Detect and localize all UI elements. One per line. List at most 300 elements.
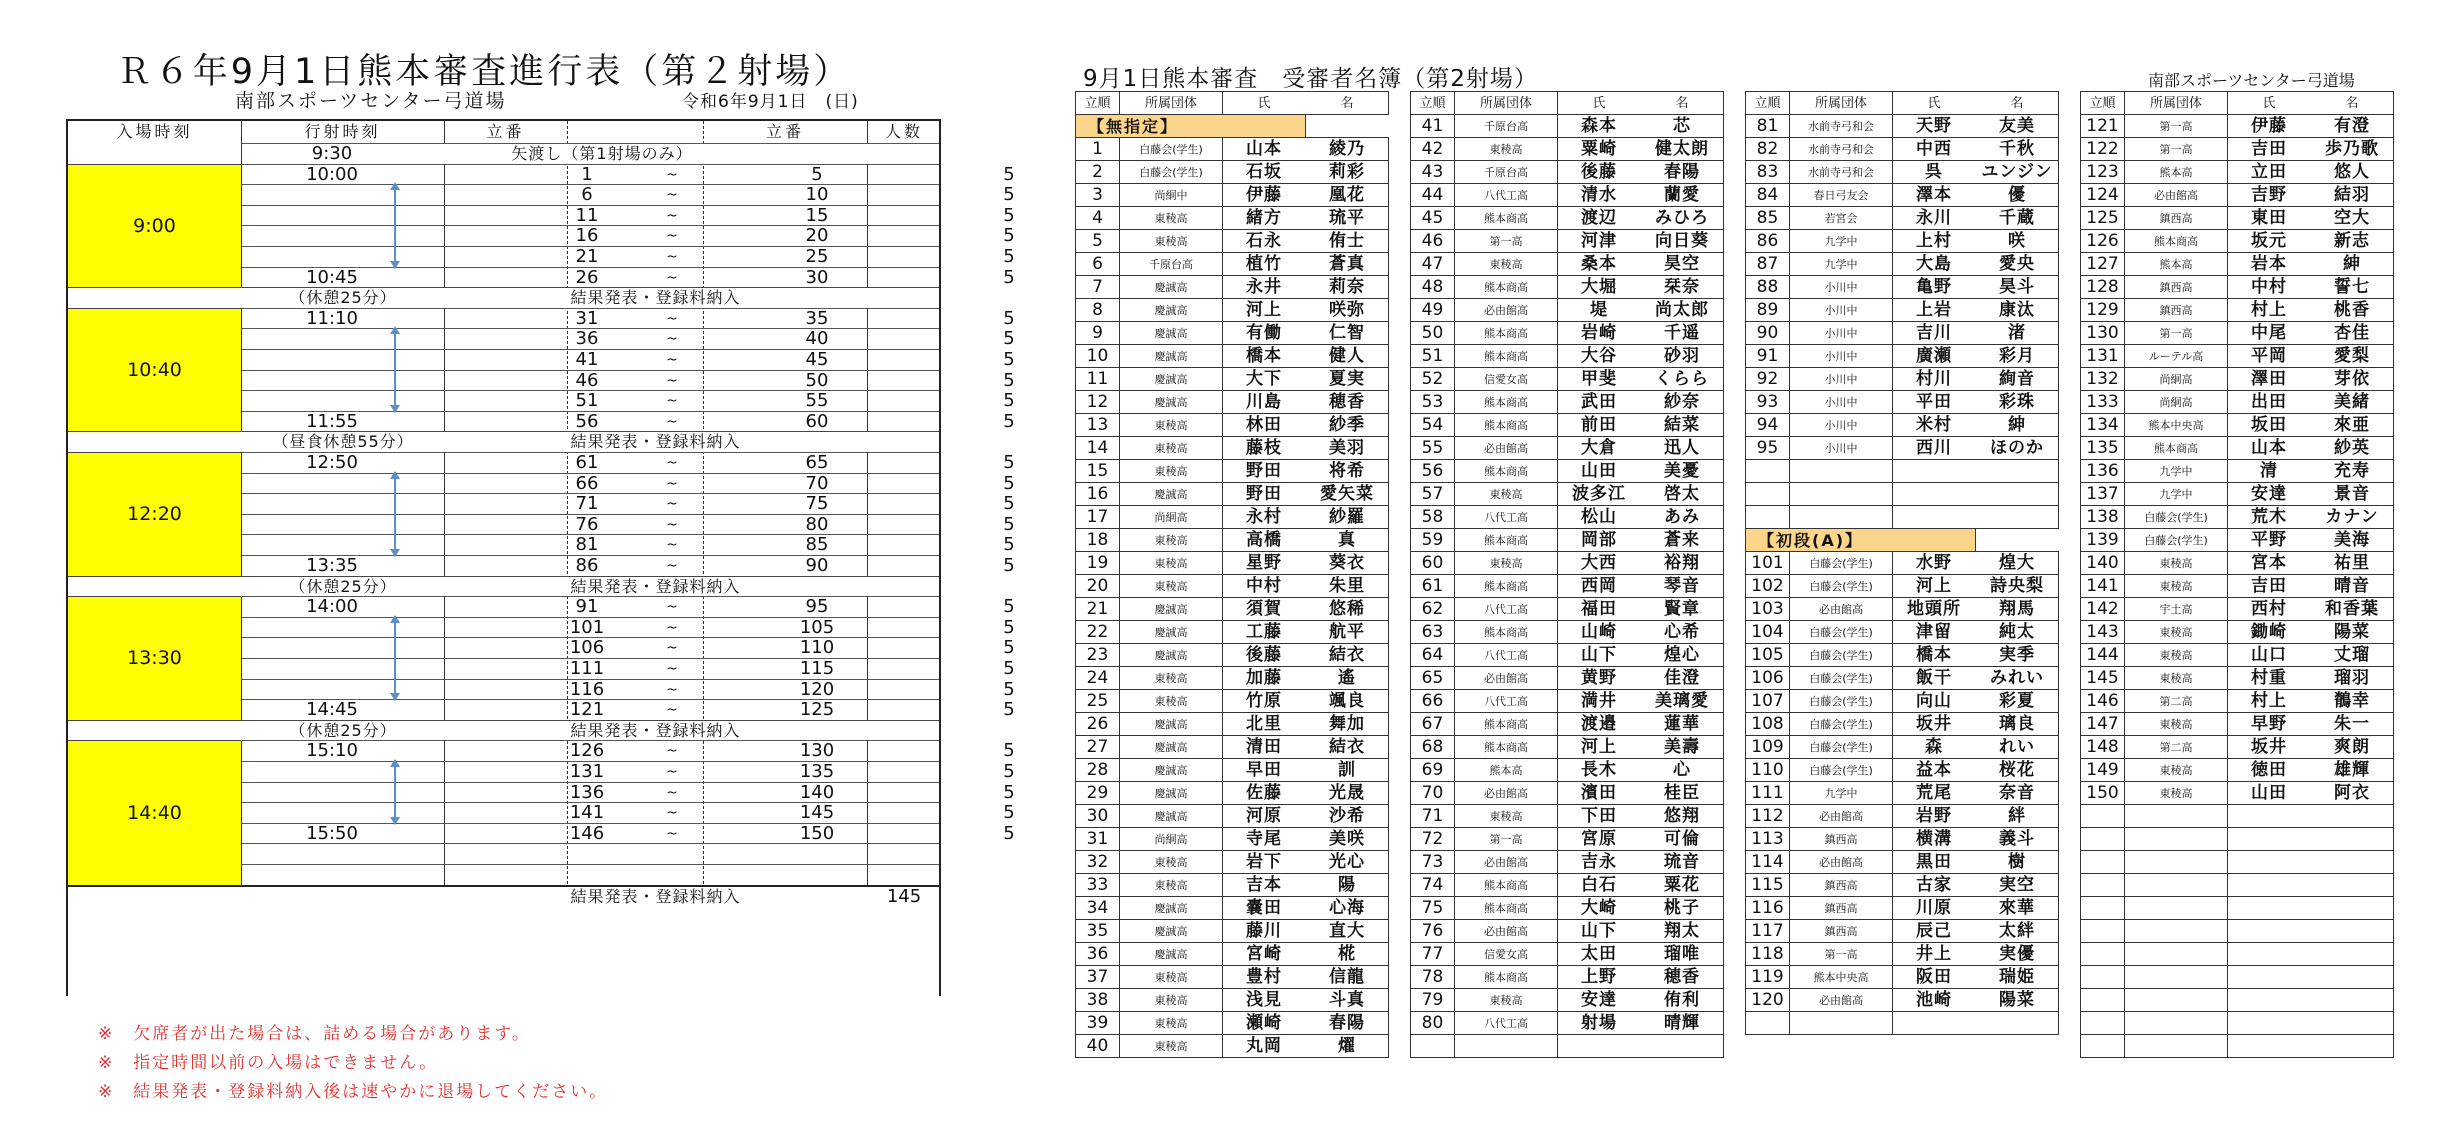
- shoot-time: 10:00: [306, 163, 358, 185]
- entry-given-name: 光心: [1306, 851, 1389, 874]
- entry-surname: 西村: [2228, 598, 2311, 621]
- entry-time-cell: [68, 740, 241, 884]
- empty-cell: [2228, 805, 2311, 828]
- entry-surname: 山田: [2228, 782, 2311, 805]
- entry-organization: 慶誠高: [1120, 943, 1223, 966]
- entry-surname: 村上: [2228, 690, 2311, 713]
- roster-entry: [2081, 782, 2394, 805]
- entry-organization: 慶誠高: [1120, 805, 1223, 828]
- entry-surname: 北里: [1223, 713, 1306, 736]
- empty-row: [2081, 874, 2394, 897]
- entry-organization: 熊本商高: [1455, 966, 1558, 989]
- entry-given-name: 晴輝: [1641, 1012, 1724, 1035]
- shoot-time: 13:35: [306, 555, 358, 576]
- entry-surname: 呉: [1893, 161, 1976, 184]
- entry-given-name: 健太朗: [1641, 138, 1724, 161]
- header-given: 名: [1641, 92, 1724, 115]
- entry-organization: 熊本中央高: [2125, 414, 2228, 437]
- end-number: 75: [805, 493, 829, 515]
- entry-surname: 西岡: [1558, 575, 1641, 598]
- entry-given-name: 有澄: [2311, 115, 2394, 138]
- schedule-row: [242, 843, 939, 864]
- header-surname: 氏: [1558, 92, 1641, 115]
- entry-organization: 白藤会(学生): [1790, 644, 1893, 667]
- start-number: 131: [569, 761, 605, 782]
- empty-cell: [2311, 966, 2394, 989]
- roster-entry: [1076, 506, 1389, 529]
- start-number: 101: [569, 616, 605, 638]
- person-count: 5: [1003, 596, 1015, 618]
- start-number: 126: [569, 740, 605, 762]
- roster-entry: [1746, 782, 2059, 805]
- entry-surname: 村川: [1893, 368, 1976, 391]
- start-number: 71: [575, 493, 599, 515]
- entry-given-name: 航平: [1306, 621, 1389, 644]
- entry-given-name: 咲弥: [1306, 299, 1389, 322]
- entry-number: 148: [2081, 736, 2125, 759]
- entry-given-name: 桂臣: [1641, 782, 1724, 805]
- roster-entry: [1076, 782, 1389, 805]
- roster-entry: [1076, 736, 1389, 759]
- entry-given-name: 心: [1641, 759, 1724, 782]
- entry-organization: 熊本高: [1455, 759, 1558, 782]
- roster-entry: [1411, 621, 1724, 644]
- end-number: 40: [805, 328, 829, 350]
- entry-surname: 天野: [1893, 115, 1976, 138]
- entry-surname: 上野: [1558, 966, 1641, 989]
- roster-entry: [1411, 1012, 1724, 1035]
- entry-given-name: 実空: [1976, 874, 2059, 897]
- entry-surname: 加藤: [1223, 667, 1306, 690]
- break-row: [68, 885, 939, 998]
- person-count: 5: [1003, 452, 1015, 473]
- entry-surname: 坂井: [1893, 713, 1976, 736]
- entry-given-name: 爽朗: [2311, 736, 2394, 759]
- entry-surname: 後藤: [1558, 161, 1641, 184]
- start-number: 51: [575, 390, 599, 412]
- empty-cell: [2228, 1012, 2311, 1035]
- empty-cell: [1790, 483, 1893, 506]
- entry-surname: 宮原: [1558, 828, 1641, 851]
- roster-entry: [1746, 437, 2059, 460]
- roster-entry: [2081, 506, 2394, 529]
- schedule-row: [242, 761, 1015, 782]
- entry-organization: 東稜高: [1455, 138, 1558, 161]
- entry-organization: 宇土高: [2125, 598, 2228, 621]
- entry-given-name: あみ: [1641, 506, 1724, 529]
- schedule-table: [66, 119, 1015, 996]
- entry-number: 105: [1746, 644, 1790, 667]
- entry-organization: 白藤会(学生): [1790, 713, 1893, 736]
- time-range-arrow-icon: [390, 615, 400, 701]
- roster-entry: [1076, 138, 1389, 161]
- header-surname: 氏: [1223, 92, 1306, 115]
- entry-given-name: 新志: [2311, 230, 2394, 253]
- entry-given-name: 優: [1976, 184, 2059, 207]
- empty-cell: [2311, 897, 2394, 920]
- entry-organization: 八代工高: [1455, 506, 1558, 529]
- entry-given-name: 訓: [1306, 759, 1389, 782]
- entry-number: 102: [1746, 575, 1790, 598]
- roster-entry: [1411, 690, 1724, 713]
- roster-entry: [1746, 391, 2059, 414]
- entry-given-name: 空大: [2311, 207, 2394, 230]
- entry-surname: 森本: [1558, 115, 1641, 138]
- roster-entry: [1076, 460, 1389, 483]
- entry-given-name: 遙: [1306, 667, 1389, 690]
- empty-cell: [2125, 897, 2228, 920]
- break-row: [68, 287, 939, 308]
- entry-number: 132: [2081, 368, 2125, 391]
- entry-surname: 豊村: [1223, 966, 1306, 989]
- entry-surname: 澤田: [2228, 368, 2311, 391]
- entry-organization: 東稜高: [1120, 1012, 1223, 1035]
- entry-surname: 大倉: [1558, 437, 1641, 460]
- entry-number: 2: [1076, 161, 1120, 184]
- entry-number: 117: [1746, 920, 1790, 943]
- entry-organization: 東稜高: [1120, 851, 1223, 874]
- opening-row: [242, 143, 939, 164]
- entry-number: 147: [2081, 713, 2125, 736]
- entry-organization: 熊本商高: [1455, 460, 1558, 483]
- entry-given-name: 光晟: [1306, 782, 1389, 805]
- empty-cell: [1893, 483, 1976, 506]
- empty-cell: [2228, 966, 2311, 989]
- entry-surname: 須賀: [1223, 598, 1306, 621]
- entry-organization: 東稜高: [2125, 667, 2228, 690]
- entry-organization: 慶誠高: [1120, 736, 1223, 759]
- entry-surname: 河上: [1223, 299, 1306, 322]
- entry-number: 81: [1746, 115, 1790, 138]
- entry-number: 126: [2081, 230, 2125, 253]
- tilde: ~: [666, 784, 678, 801]
- schedule-row: [242, 513, 1015, 535]
- entry-given-name: 美壽: [1641, 736, 1724, 759]
- roster-entry: [1076, 575, 1389, 598]
- empty-cell: [1790, 1012, 1893, 1035]
- entry-number: 87: [1746, 253, 1790, 276]
- empty-cell: [2125, 966, 2228, 989]
- entry-organization: 熊本商高: [1455, 529, 1558, 552]
- result-announcement: 結果発表・登録料納入: [570, 576, 741, 596]
- entry-number: 77: [1411, 943, 1455, 966]
- entry-surname: 地頭所: [1893, 598, 1976, 621]
- tilde: ~: [666, 805, 678, 822]
- entry-given-name: 雄輝: [2311, 759, 2394, 782]
- entry-given-name: 砂羽: [1641, 345, 1724, 368]
- entry-organization: 白藤会(学生): [2125, 506, 2228, 529]
- empty-row: [2081, 966, 2394, 989]
- start-number: 6: [581, 184, 593, 206]
- empty-cell: [1976, 529, 2059, 552]
- entry-organization: 東稜高: [2125, 621, 2228, 644]
- entry-surname: 米村: [1893, 414, 1976, 437]
- entry-given-name: 悠人: [2311, 161, 2394, 184]
- entry-organization: ルーテル高: [2125, 345, 2228, 368]
- roster-entry: [1076, 943, 1389, 966]
- roster-entry: [1076, 1012, 1389, 1035]
- entry-number: 22: [1076, 621, 1120, 644]
- entry-number: 107: [1746, 690, 1790, 713]
- entry-given-name: 春陽: [1641, 161, 1724, 184]
- entry-number: 80: [1411, 1012, 1455, 1035]
- shoot-time: 10:45: [306, 266, 358, 288]
- shoot-time: 14:45: [306, 699, 358, 721]
- roster-entry: [2081, 736, 2394, 759]
- entry-time: 14:40: [127, 801, 182, 824]
- tilde: ~: [666, 681, 678, 698]
- empty-cell: [2125, 851, 2228, 874]
- entry-number: 127: [2081, 253, 2125, 276]
- entry-organization: 尚絅高: [1120, 506, 1223, 529]
- entry-organization: 白藤会(学生): [1120, 161, 1223, 184]
- roster-entry: [1411, 644, 1724, 667]
- entry-organization: 熊本高: [2125, 253, 2228, 276]
- empty-cell: [2125, 989, 2228, 1012]
- roster-entry: [1076, 437, 1389, 460]
- header-num: 立順: [2081, 92, 2125, 115]
- entry-given-name: 千秋: [1976, 138, 2059, 161]
- empty-cell: [1976, 483, 2059, 506]
- entry-time-cell: [68, 308, 241, 432]
- empty-row: [2081, 989, 2394, 1012]
- entry-number: 43: [1411, 161, 1455, 184]
- entry-surname: 後藤: [1223, 644, 1306, 667]
- entry-organization: 信愛女高: [1455, 368, 1558, 391]
- entry-surname: 鋤崎: [2228, 621, 2311, 644]
- roster-venue: 南部スポーツセンター弓道場: [2148, 71, 2355, 90]
- roster-entry: [1076, 414, 1389, 437]
- entry-given-name: 迅人: [1641, 437, 1724, 460]
- schedule-row: [242, 349, 1015, 370]
- roster-entry: [1746, 943, 2059, 966]
- entry-given-name: 咲: [1976, 230, 2059, 253]
- schedule-row: [242, 699, 1015, 721]
- entry-given-name: 丈瑠: [2311, 644, 2394, 667]
- entry-organization: 熊本中央高: [1790, 966, 1893, 989]
- entry-surname: 藤川: [1223, 920, 1306, 943]
- header-org: 所属団体: [2125, 92, 2228, 115]
- end-number: 140: [799, 781, 835, 803]
- shoot-time: 12:50: [306, 452, 358, 473]
- entry-surname: 平野: [2228, 529, 2311, 552]
- entry-given-name: 翔馬: [1976, 598, 2059, 621]
- header-num: 立順: [1411, 92, 1455, 115]
- schedule-row: [242, 740, 1015, 762]
- empty-row: [1746, 483, 2059, 506]
- roster-entry: [1076, 966, 1389, 989]
- entry-given-name: みれい: [1976, 667, 2059, 690]
- entry-surname: 濱田: [1558, 782, 1641, 805]
- entry-given-name: 紗季: [1306, 414, 1389, 437]
- entry-organization: 東稜高: [1120, 207, 1223, 230]
- entry-organization: 第二高: [2125, 736, 2228, 759]
- roster-entry: [1411, 207, 1724, 230]
- entry-surname: 安達: [1558, 989, 1641, 1012]
- roster-entry: [1411, 874, 1724, 897]
- entry-given-name: 歩乃歌: [2311, 138, 2394, 161]
- entry-number: 75: [1411, 897, 1455, 920]
- entry-number: 53: [1411, 391, 1455, 414]
- header-given: 名: [2311, 92, 2394, 115]
- roster-entry: [2081, 483, 2394, 506]
- entry-number: 140: [2081, 552, 2125, 575]
- entry-number: 65: [1411, 667, 1455, 690]
- entry-surname: 清: [2228, 460, 2311, 483]
- break-row: [68, 431, 939, 452]
- entry-number: 13: [1076, 414, 1120, 437]
- tilde: ~: [666, 661, 678, 677]
- entry-given-name: 愛梨: [2311, 345, 2394, 368]
- entry-given-name: 千蔵: [1976, 207, 2059, 230]
- tilde: ~: [666, 393, 678, 410]
- entry-given-name: 奈音: [1976, 782, 2059, 805]
- roster-entry: [1076, 874, 1389, 897]
- entry-number: 52: [1411, 368, 1455, 391]
- entry-number: 138: [2081, 506, 2125, 529]
- entry-organization: 尚絅中: [1120, 184, 1223, 207]
- roster-entry: [2081, 345, 2394, 368]
- roster-entry: [1746, 322, 2059, 345]
- entry-organization: 若宮会: [1790, 207, 1893, 230]
- entry-number: 17: [1076, 506, 1120, 529]
- entry-surname: 横溝: [1893, 828, 1976, 851]
- roster-entry: [1076, 1035, 1389, 1058]
- entry-number: 56: [1411, 460, 1455, 483]
- entry-number: 149: [2081, 759, 2125, 782]
- entry-number: 29: [1076, 782, 1120, 805]
- schedule-row: [242, 781, 1015, 803]
- roster-entry: [1411, 736, 1724, 759]
- tilde: ~: [666, 331, 678, 348]
- entry-given-name: 昊斗: [1976, 276, 2059, 299]
- break-label: （休憩25分）: [289, 288, 397, 308]
- schedule-row: [242, 369, 1015, 391]
- entry-number: 63: [1411, 621, 1455, 644]
- start-number: 56: [575, 410, 599, 432]
- category-row: [1076, 115, 1389, 138]
- entry-surname: 河上: [1893, 575, 1976, 598]
- entry-number: 34: [1076, 897, 1120, 920]
- roster-entry: [1411, 943, 1724, 966]
- entry-organization: 熊本商高: [1455, 322, 1558, 345]
- roster-entry: [1076, 299, 1389, 322]
- total-count: 145: [886, 885, 922, 907]
- entry-organization: 必由館高: [1455, 782, 1558, 805]
- person-count: 5: [1003, 472, 1015, 494]
- entry-organization: 必由館高: [1455, 920, 1558, 943]
- end-number: 65: [805, 452, 829, 473]
- entry-number: 135: [2081, 437, 2125, 460]
- entry-given-name: 彩珠: [1976, 391, 2059, 414]
- entry-surname: 福田: [1558, 598, 1641, 621]
- entry-organization: 東稜高: [1455, 989, 1558, 1012]
- tilde: ~: [666, 413, 678, 430]
- entry-organization: 東稜高: [1455, 805, 1558, 828]
- entry-number: 116: [1746, 897, 1790, 920]
- entry-given-name: 彩夏: [1976, 690, 2059, 713]
- roster-entry: [2081, 184, 2394, 207]
- entry-number: 93: [1746, 391, 1790, 414]
- entry-number: 55: [1411, 437, 1455, 460]
- end-number: 95: [805, 596, 829, 618]
- entry-given-name: 悠稀: [1306, 598, 1389, 621]
- tilde: ~: [666, 599, 678, 616]
- end-number: 135: [799, 761, 835, 782]
- start-number: 61: [575, 452, 599, 473]
- end-number: 30: [805, 266, 829, 288]
- entry-given-name: 粟花: [1641, 874, 1724, 897]
- tilde: ~: [666, 764, 678, 780]
- person-count: 5: [1003, 802, 1015, 824]
- entry-number: 40: [1076, 1035, 1120, 1058]
- entry-given-name: みひろ: [1641, 207, 1724, 230]
- start-number: 16: [575, 225, 599, 247]
- roster-entry: [1746, 276, 2059, 299]
- entry-organization: 必由館高: [1455, 667, 1558, 690]
- break-label: （昼食休憩55分）: [272, 432, 414, 452]
- entry-surname: 益本: [1893, 759, 1976, 782]
- entry-organization: 必由館高: [1790, 989, 1893, 1012]
- header-org: 所属団体: [1790, 92, 1893, 115]
- shoot-time: 15:50: [306, 822, 358, 844]
- roster-entry: [2081, 115, 2394, 138]
- entry-given-name: 直大: [1306, 920, 1389, 943]
- empty-cell: [1976, 506, 2059, 529]
- end-number: 70: [805, 472, 829, 494]
- entry-number: 123: [2081, 161, 2125, 184]
- entry-given-name: 美緒: [2311, 391, 2394, 414]
- entry-organization: 慶誠高: [1120, 621, 1223, 644]
- person-count: 5: [1003, 163, 1015, 185]
- entry-organization: 第一高: [1455, 828, 1558, 851]
- roster-entry: [1411, 529, 1724, 552]
- end-number: 55: [805, 390, 829, 412]
- entry-surname: 長木: [1558, 759, 1641, 782]
- entry-surname: 伊藤: [2228, 115, 2311, 138]
- entry-given-name: 桜花: [1976, 759, 2059, 782]
- empty-cell: [1746, 460, 1790, 483]
- empty-row: [1746, 1012, 2059, 1035]
- roster-entry: [1076, 713, 1389, 736]
- roster-entry: [2081, 759, 2394, 782]
- roster-entry: [1076, 920, 1389, 943]
- entry-organization: 春日弓友会: [1790, 184, 1893, 207]
- break-row: [68, 576, 939, 597]
- end-number: 115: [799, 658, 835, 679]
- entry-organization: 千原台高: [1455, 161, 1558, 184]
- roster-entry: [1411, 575, 1724, 598]
- entry-surname: 宮本: [2228, 552, 2311, 575]
- entry-number: 74: [1411, 874, 1455, 897]
- time-range-arrow-icon: [390, 326, 400, 412]
- entry-given-name: 啓太: [1641, 483, 1724, 506]
- entry-number: 28: [1076, 759, 1120, 782]
- roster-entry: [1746, 621, 2059, 644]
- roster-entry: [2081, 529, 2394, 552]
- entry-surname: 辰己: [1893, 920, 1976, 943]
- tilde: ~: [666, 475, 678, 492]
- start-number: 21: [575, 246, 599, 267]
- entry-given-name: 蓮華: [1641, 713, 1724, 736]
- start-number: 11: [575, 204, 599, 226]
- empty-cell: [1790, 460, 1893, 483]
- entry-organization: 東稜高: [2125, 713, 2228, 736]
- schedule-row: [242, 163, 1015, 185]
- entry-given-name: 向日葵: [1641, 230, 1724, 253]
- roster-entry: [1746, 552, 2059, 575]
- empty-cell: [2081, 920, 2125, 943]
